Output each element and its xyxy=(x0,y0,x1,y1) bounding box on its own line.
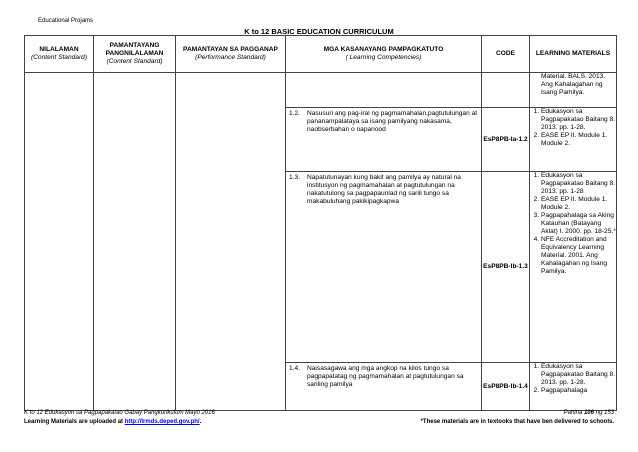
materials-cell xyxy=(530,172,617,363)
list-item: 1. Edukasyon sa Pagpapakatao Baitang 8. 2013. pp. 1-28. xyxy=(541,108,616,132)
list-item: 1. Edukasyon sa Pagpapakatao Baitang 8. 2013. pp. 1-28 xyxy=(541,172,616,196)
footer-materials-note: Learning Materials are uploaded at http://lrmds.deped.gov.ph/. xyxy=(24,419,202,425)
col-materials: LEARNING MATERIALS xyxy=(530,36,617,73)
list-item: 1. Edukasyon sa Pagpapakatao Baitang 8. 2013. pp. 1-28. xyxy=(541,363,616,387)
code-cell: EsP8PB-Ib-1.4 xyxy=(482,363,530,411)
list-item: 2. Pagpapahalaga xyxy=(541,387,616,395)
materials-cell: Material. BALS. 2013. Ang Kahalagahan ng Isang Pamilya. xyxy=(530,73,617,108)
competency-cell xyxy=(286,73,482,108)
content-standard-cell xyxy=(25,73,94,411)
code-cell: EsP8PB-Ia-1.2 xyxy=(482,108,530,172)
footer-textbook-note: *These materials are in textooks that have ben delivered to schools. xyxy=(420,419,614,425)
materials-cell xyxy=(530,363,617,411)
col-code: CODE xyxy=(482,36,530,73)
col-pamantayang-pangnilalaman: PAMANTAYANG PANGNILALAMAN (Content Standard) xyxy=(94,36,176,73)
col-content-standard: NILALAMAN (Content Standard) xyxy=(25,36,94,73)
lrmds-link[interactable]: http://lrmds.deped.gov.ph/ xyxy=(124,419,200,425)
competency-cell: 1.4. Naisasagawa ang mga angkop na kilos tungo sa pagpapatatag ng pagmamahalan at pagtutulungan sa sariling pamilya xyxy=(286,363,482,411)
pamantayang-cell xyxy=(94,73,176,411)
code-cell xyxy=(482,73,530,108)
code-cell: EsP8PB-Ib-1.3 xyxy=(482,172,530,363)
col-pamantayan-sa-pagganap: PAMANTAYAN SA PAGGANAP (Performance Standard) xyxy=(176,36,286,73)
header-row xyxy=(25,36,617,73)
footer-guide-title: K to 12 Edukasyon sa Pagpapakatao Gabay Pangkurikulum Mayo 2016 xyxy=(24,410,215,416)
table-row xyxy=(25,73,617,108)
col-competencies: MGA KASANAYANG PAMPAGKATUTO ( Learning Competencies) xyxy=(286,36,482,73)
program-label: Educational Projams xyxy=(38,18,94,24)
list-item: 4. NFE Accreditation and Equivalency Learning Material. 2001. Ang Kahalagahan ng Isang Pamilya. xyxy=(541,236,616,276)
materials-cell xyxy=(530,108,617,172)
competency-cell: 1.2. Nasusuri ang pag-iral ng pagmamahalan,pagtutulungan at pananampalataya sa isang pamilyang nakasama, naobserbahan o napanood xyxy=(286,108,482,172)
list-item: 2. EASE EP II. Module 1. Module 2. xyxy=(541,196,616,212)
footer-page-number: Pahina 106 ng 153 xyxy=(563,410,614,416)
curriculum-table xyxy=(24,35,617,411)
pagganap-cell xyxy=(176,73,286,411)
list-item: 3. Pagpapahalaga sa Aking Katauhan (Batayang Aklat) I. 2000. pp. 18-25.* xyxy=(541,212,616,236)
competency-cell: 1.3. Napatutunayan kung bakit ang pamilya ay natural na institusyon ng pagmamahalan at pagtutulungan na nakatutulong sa pagpapaunlad ng sarili tungo sa makabuluhang pakikipagkapwa xyxy=(286,172,482,363)
page-title: K to 12 BASIC EDUCATION CURRICULUM xyxy=(244,27,394,36)
list-item: 2. EASE EP II. Module 1. Module 2. xyxy=(541,132,616,148)
